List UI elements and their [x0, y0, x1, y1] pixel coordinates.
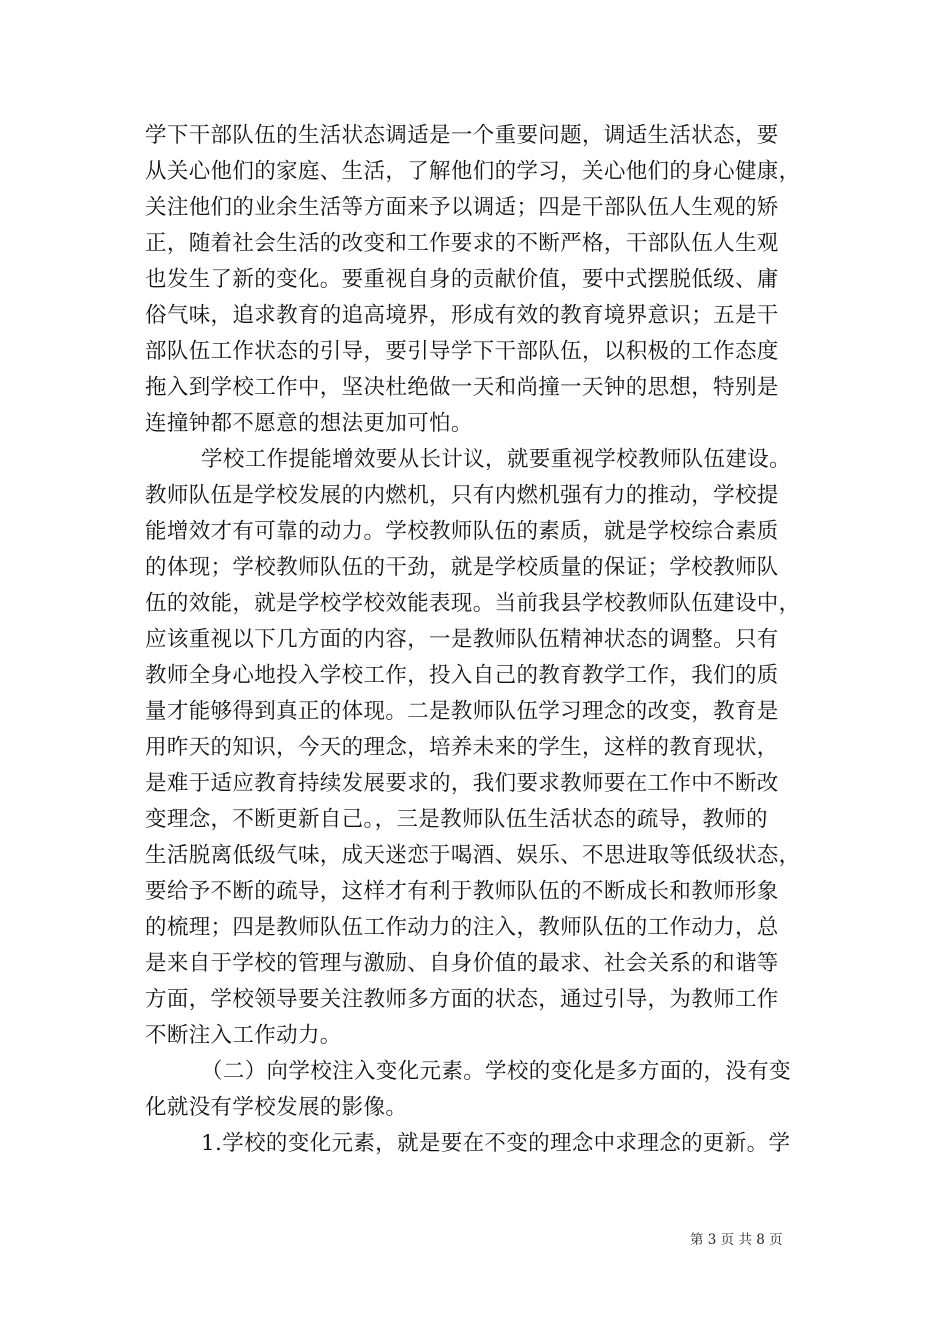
- text-line: 生活脱离低级气味，成天迷恋于喝酒、娱乐、不思进取等低级状态，: [145, 843, 801, 868]
- text-line: 变理念，不断更新自己。，三是教师队伍生活状态的疏导，教师的: [145, 807, 768, 832]
- text-line: 从关心他们的家庭、生活，了解他们的学习，关心他们的身心健康，: [145, 159, 801, 184]
- page-number: 第 3 页 共 8 页: [690, 1232, 783, 1248]
- text-line: 用昨天的知识，今天的理念，培养未来的学生，这样的教育现状，: [145, 735, 779, 760]
- text-line: 教师全身心地投入学校工作，投入自己的教育教学工作，我们的质: [145, 663, 779, 688]
- numbered-item-line: 1.学校的变化元素，就是要在不变的理念中求理念的更新。学: [201, 1131, 791, 1156]
- text-line: 学下干部队伍的生活状态调适是一个重要问题，调适生活状态，要: [145, 123, 779, 148]
- text-line: 的梳理；四是教师队伍工作动力的注入，教师队伍的工作动力，总: [145, 915, 779, 940]
- text-line: 方面，学校领导要关注教师多方面的状态，通过引导，为教师工作: [145, 987, 779, 1012]
- text-line: 应该重视以下几方面的内容，一是教师队伍精神状态的调整。只有: [145, 627, 779, 652]
- text-line: 能增效才有可靠的动力。学校教师队伍的素质，就是学校综合素质: [145, 519, 779, 544]
- text-line: 伍的效能，就是学校学校效能表现。当前我县学校教师队伍建设中，: [145, 591, 801, 616]
- text-line: 也发生了新的变化。要重视自身的贡献价值，要中式摆脱低级、庸: [145, 267, 779, 292]
- text-line: 部队伍工作状态的引导，要引导学下干部队伍，以积极的工作态度: [145, 339, 779, 364]
- text-line: 连撞钟都不愿意的想法更加可怕。: [145, 411, 473, 436]
- section-heading-line: （二）向学校注入变化元素。学校的变化是多方面的，没有变: [201, 1059, 791, 1084]
- text-line: 化就没有学校发展的影像。: [145, 1095, 408, 1120]
- text-line: 拖入到学校工作中，坚决杜绝做一天和尚撞一天钟的思想，特别是: [145, 375, 779, 400]
- text-line: 不断注入工作动力。: [145, 1023, 342, 1048]
- paragraph-first-line: 学校工作提能增效要从长计议，就要重视学校教师队伍建设。: [201, 447, 791, 472]
- text-line: 的体现；学校教师队伍的干劲，就是学校质量的保证；学校教师队: [145, 555, 779, 580]
- text-line: 量才能够得到真正的体现。二是教师队伍学习理念的改变，教育是: [145, 699, 779, 724]
- text-line: 教师队伍是学校发展的内燃机，只有内燃机强有力的推动，学校提: [145, 483, 779, 508]
- text-line: 俗气味，追求教育的追高境界，形成有效的教育境界意识；五是干: [145, 303, 779, 328]
- text-line: 正，随着社会生活的改变和工作要求的不断严格，干部队伍人生观: [145, 231, 779, 256]
- text-line: 要给予不断的疏导，这样才有利于教师队伍的不断成长和教师形象: [145, 879, 779, 904]
- text-line: 关注他们的业余生活等方面来予以调适；四是干部队伍人生观的矫: [145, 195, 779, 220]
- text-line: 是难于适应教育持续发展要求的，我们要求教师要在工作中不断改: [145, 771, 779, 796]
- text-line: 是来自于学校的管理与激励、自身价值的最求、社会关系的和谐等: [145, 951, 779, 976]
